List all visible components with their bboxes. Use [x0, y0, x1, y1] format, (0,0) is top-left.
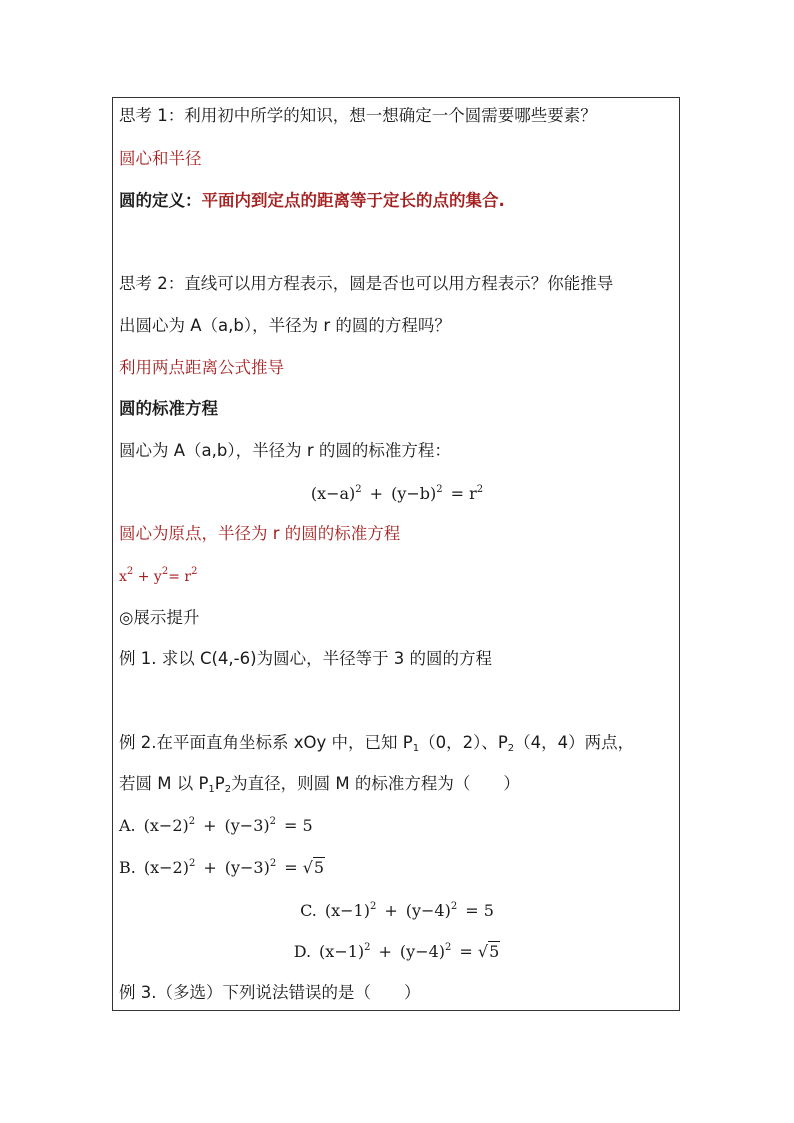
- standard-formula: $(x-a)^2 + (y-b)^2 = r^2$: [310, 484, 484, 503]
- standard-heading: 圆的标准方程: [119, 399, 218, 418]
- origin-formula: $x^2 + y^2= r^2$: [119, 566, 198, 585]
- think2-answer: 利用两点距离公式推导: [119, 358, 284, 377]
- show-heading: ◎展示提升: [119, 608, 200, 627]
- option-a: A. $(x-2)^2 + (y-3)^2 = 5$: [119, 816, 313, 835]
- example3: 例 3.（多选）下列说法错误的是（ ）: [119, 983, 421, 1002]
- example2-line1: 例 2.在平面直角坐标系 xOy 中，已知 $P_1(0$，2）、$P_2(4$，4）两点，: [119, 733, 635, 754]
- option-b: B. $(x-2)^2 + (y-3)^2 = √5$: [119, 858, 325, 877]
- sqrt-sign: √5: [477, 942, 500, 961]
- example2-line2: 若圆 M 以 $P_1P_2$为直径，则圆 M 的标准方程为（ ）: [119, 774, 520, 795]
- option-c: C. $(x-1)^2 + (y-4)^2 = 5$: [300, 901, 494, 920]
- standard-intro: 圆心为 A（a,b），半径为 r 的圆的标准方程：: [119, 441, 451, 460]
- formula-x-term: (x−a): [310, 484, 356, 503]
- think2-line1: 思考 2：直线可以用方程表示，圆是否也可以用方程表示？你能推导: [119, 274, 614, 293]
- sqrt-sign: √5: [302, 858, 325, 877]
- origin-case: 圆心为原点，半径为 r 的圆的标准方程: [119, 524, 401, 543]
- think1-question: 思考 1：利用初中所学的知识，想一想确定一个圆需要哪些要素？: [119, 106, 597, 125]
- think2-line2: 出圆心为 A（a,b），半径为 r 的圆的方程吗？: [119, 316, 451, 335]
- definition-text: 平面内到定点的距离等于定长的点的集合.: [201, 191, 505, 210]
- definition-label: 圆的定义：: [119, 191, 202, 210]
- example1: 例 1. 求以 C(4,-6)为圆心，半径等于 3 的圆的方程: [119, 649, 493, 668]
- circle-definition: [119, 190, 505, 212]
- think1-answer: 圆心和半径: [119, 149, 202, 168]
- formula-y-term: (y−b): [391, 484, 437, 503]
- option-d: D. $(x-1)^2 + (y-4)^2 = √5$: [293, 942, 500, 961]
